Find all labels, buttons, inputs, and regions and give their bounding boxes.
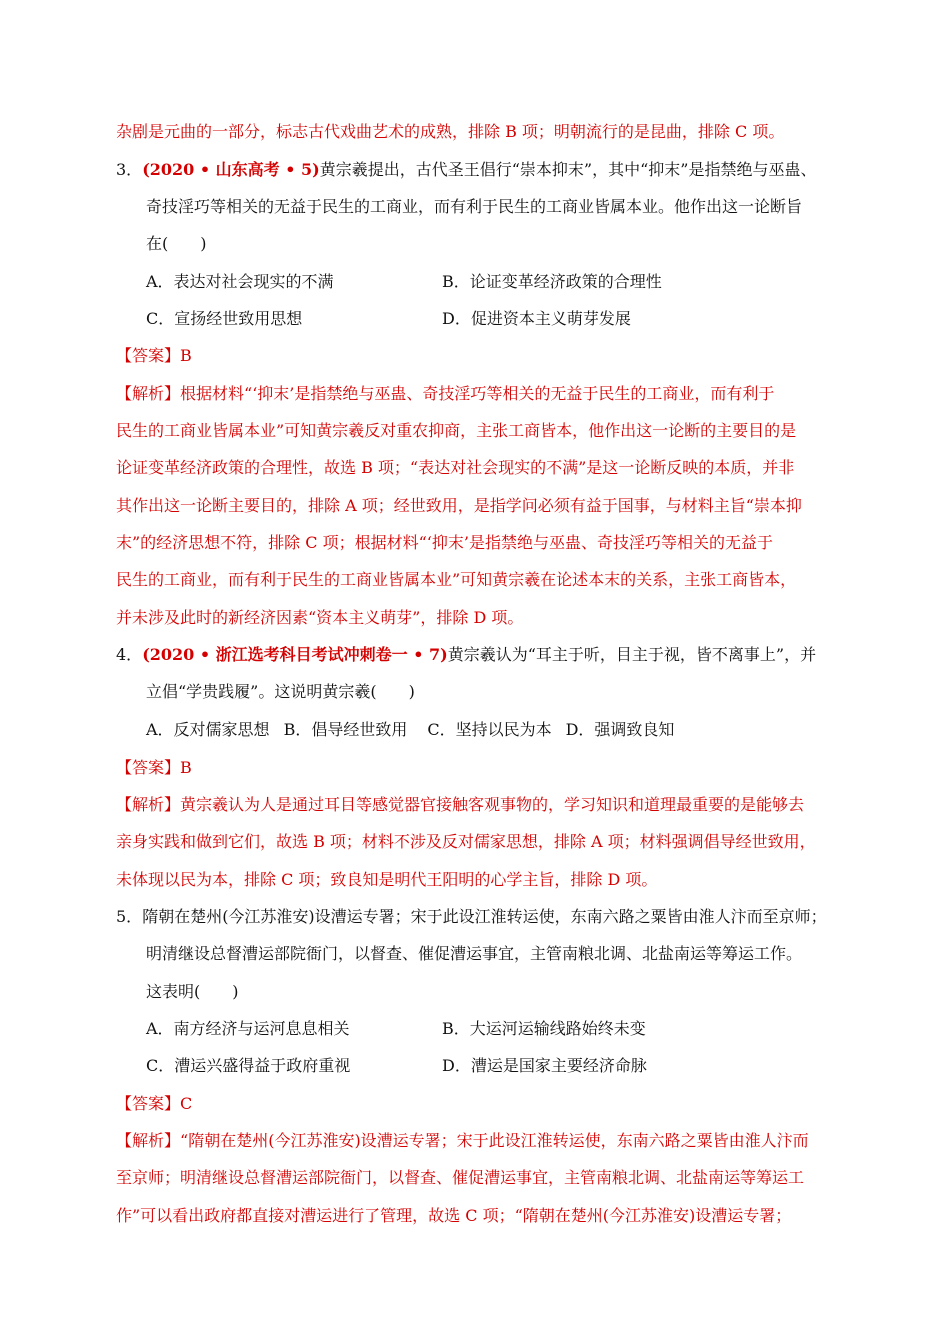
analysis-text: 黄宗羲认为人是通过耳目等感觉器官接触客观事物的，学习知识和道理最重要的是能够去	[180, 795, 805, 814]
question-5-first-line	[116, 907, 827, 927]
question-3-analysis-line	[116, 384, 774, 404]
analysis-text: 根据材料“‘抑末’是指禁绝与巫蛊、奇技淫巧等相关的无益于民生的工商业，而有利于	[180, 384, 775, 403]
question-3-option-b: B．论证变革经济政策的合理性	[442, 272, 662, 291]
answer-label: 【答案】	[116, 758, 181, 777]
question-4-stem-line: 立倡“学贵践履”。这说明黄宗羲( )	[146, 682, 415, 701]
question-5-option-a: A．南方经济与运河息息相关	[146, 1019, 350, 1038]
answer-label: 【答案】	[116, 346, 181, 365]
question-5-number: 5．	[116, 907, 143, 926]
question-3-analysis-line: 民生的工商业皆属本业”可知黄宗羲反对重农抑商，主张工商皆本，他作出这一论断的主要目的是	[116, 421, 797, 440]
answer-value: B	[180, 758, 192, 777]
answer-label: 【答案】	[116, 1094, 181, 1113]
answer-value: B	[180, 346, 192, 365]
question-3-stem-line: 在( )	[146, 234, 207, 253]
question-3-analysis-line: 其作出这一论断主要目的，排除 A 项；经世致用，是指学问必须有益于国事，与材料主旨“崇本抑	[116, 496, 802, 515]
question-3-option-d: D．促进资本主义萌芽发展	[442, 309, 631, 328]
question-5-stem-line: 隋朝在楚州(今江苏淮安)设漕运专署；宋于此设江淮转运使，东南六路之粟皆由淮人汴而至京师；	[142, 907, 827, 926]
question-5-answer	[116, 1094, 192, 1114]
question-4-options-line	[146, 720, 674, 740]
question-5-option-d: D．漕运是国家主要经济命脉	[442, 1056, 647, 1075]
question-4-answer	[116, 758, 192, 778]
question-3-option-c: C．宣扬经世致用思想	[146, 309, 303, 328]
question-5-stem-line: 明清继设总督漕运部院衙门，以督查、催促漕运事宜，主管南粮北调、北盐南运等筹运工作。	[146, 944, 803, 963]
question-5-stem-line: 这表明( )	[146, 982, 239, 1001]
question-3-analysis-line: 民生的工商业，而有利于民生的工商业皆属本业”可知黄宗羲在论述本末的关系，主张工商皆本，	[116, 570, 797, 589]
question-4-stem-line: 黄宗羲认为“耳主于听，目主于视，皆不离事上”，并	[447, 645, 817, 664]
question-3-stem-line: 奇技淫巧等相关的无益于民生的工商业，而有利于民生的工商业皆属本业。他作出这一论断旨	[146, 197, 803, 216]
question-3-analysis-line: 末”的经济思想不符，排除 C 项；根据材料“‘抑末’是指禁绝与巫蛊、奇技淫巧等相关的无益于	[116, 533, 773, 552]
answer-value: C	[180, 1094, 193, 1113]
analysis-label: 【解析】	[116, 795, 181, 814]
question-4-option-d: D．强调致良知	[565, 720, 675, 739]
question-4-analysis-line: 亲身实践和做到它们，故选 B 项；材料不涉及反对儒家思想，排除 A 项；材料强调倡导经世致用，	[116, 832, 816, 851]
question-4-source: (2020 • 浙江选考科目考试冲刺卷一 • 7)	[142, 645, 448, 664]
question-5-option-c: C．漕运兴盛得益于政府重视	[146, 1056, 351, 1075]
question-4-option-a: A．反对儒家思想	[146, 720, 270, 739]
analysis-label: 【解析】	[116, 384, 181, 403]
question-4-first-line	[116, 645, 816, 665]
question-5-analysis-line: 作”可以看出政府都直接对漕运进行了管理，故选 C 项；“隋朝在楚州(今江苏淮安)设漕运专署；	[116, 1206, 792, 1225]
question-3-analysis-line: 论证变革经济政策的合理性，故选 B 项；“表达对社会现实的不满”是这一论断反映的本质，并非	[116, 458, 795, 477]
question-3-source: (2020 • 山东高考 • 5)	[142, 160, 320, 179]
lead-analysis: 杂剧是元曲的一部分，标志古代戏曲艺术的成熟，排除 B 项；明朝流行的是昆曲，排除 C 项。	[116, 122, 785, 141]
question-5-analysis-line	[116, 1131, 809, 1151]
question-4-analysis-line: 未体现以民为本，排除 C 项；致良知是明代王阳明的心学主旨，排除 D 项。	[116, 870, 658, 889]
question-5-option-b: B．大运河运输线路始终未变	[442, 1019, 646, 1038]
question-3-number: 3．	[116, 160, 143, 179]
question-4-number: 4．	[116, 645, 143, 664]
analysis-text: “隋朝在楚州(今江苏淮安)设漕运专署；宋于此设江淮转运使，东南六路之粟皆由淮人汴而	[180, 1131, 809, 1150]
question-5-analysis-line: 至京师；明清继设总督漕运部院衙门，以督查、催促漕运事宜，主管南粮北调、北盐南运等筹运工	[116, 1168, 805, 1187]
question-3-stem-line: 黄宗羲提出，古代圣王倡行“崇本抑末”，其中“抑末”是指禁绝与巫蛊、	[319, 160, 817, 179]
analysis-label: 【解析】	[116, 1131, 181, 1150]
question-4-option-b: B．倡导经世致用	[283, 720, 408, 739]
question-3-first-line	[116, 160, 816, 180]
question-4-option-c: C．坚持以民为本	[427, 720, 552, 739]
question-3-answer	[116, 346, 192, 366]
question-3-analysis-line: 并未涉及此时的新经济因素“资本主义萌芽”，排除 D 项。	[116, 608, 524, 627]
question-3-option-a: A．表达对社会现实的不满	[146, 272, 334, 291]
question-4-analysis-line	[116, 795, 804, 815]
